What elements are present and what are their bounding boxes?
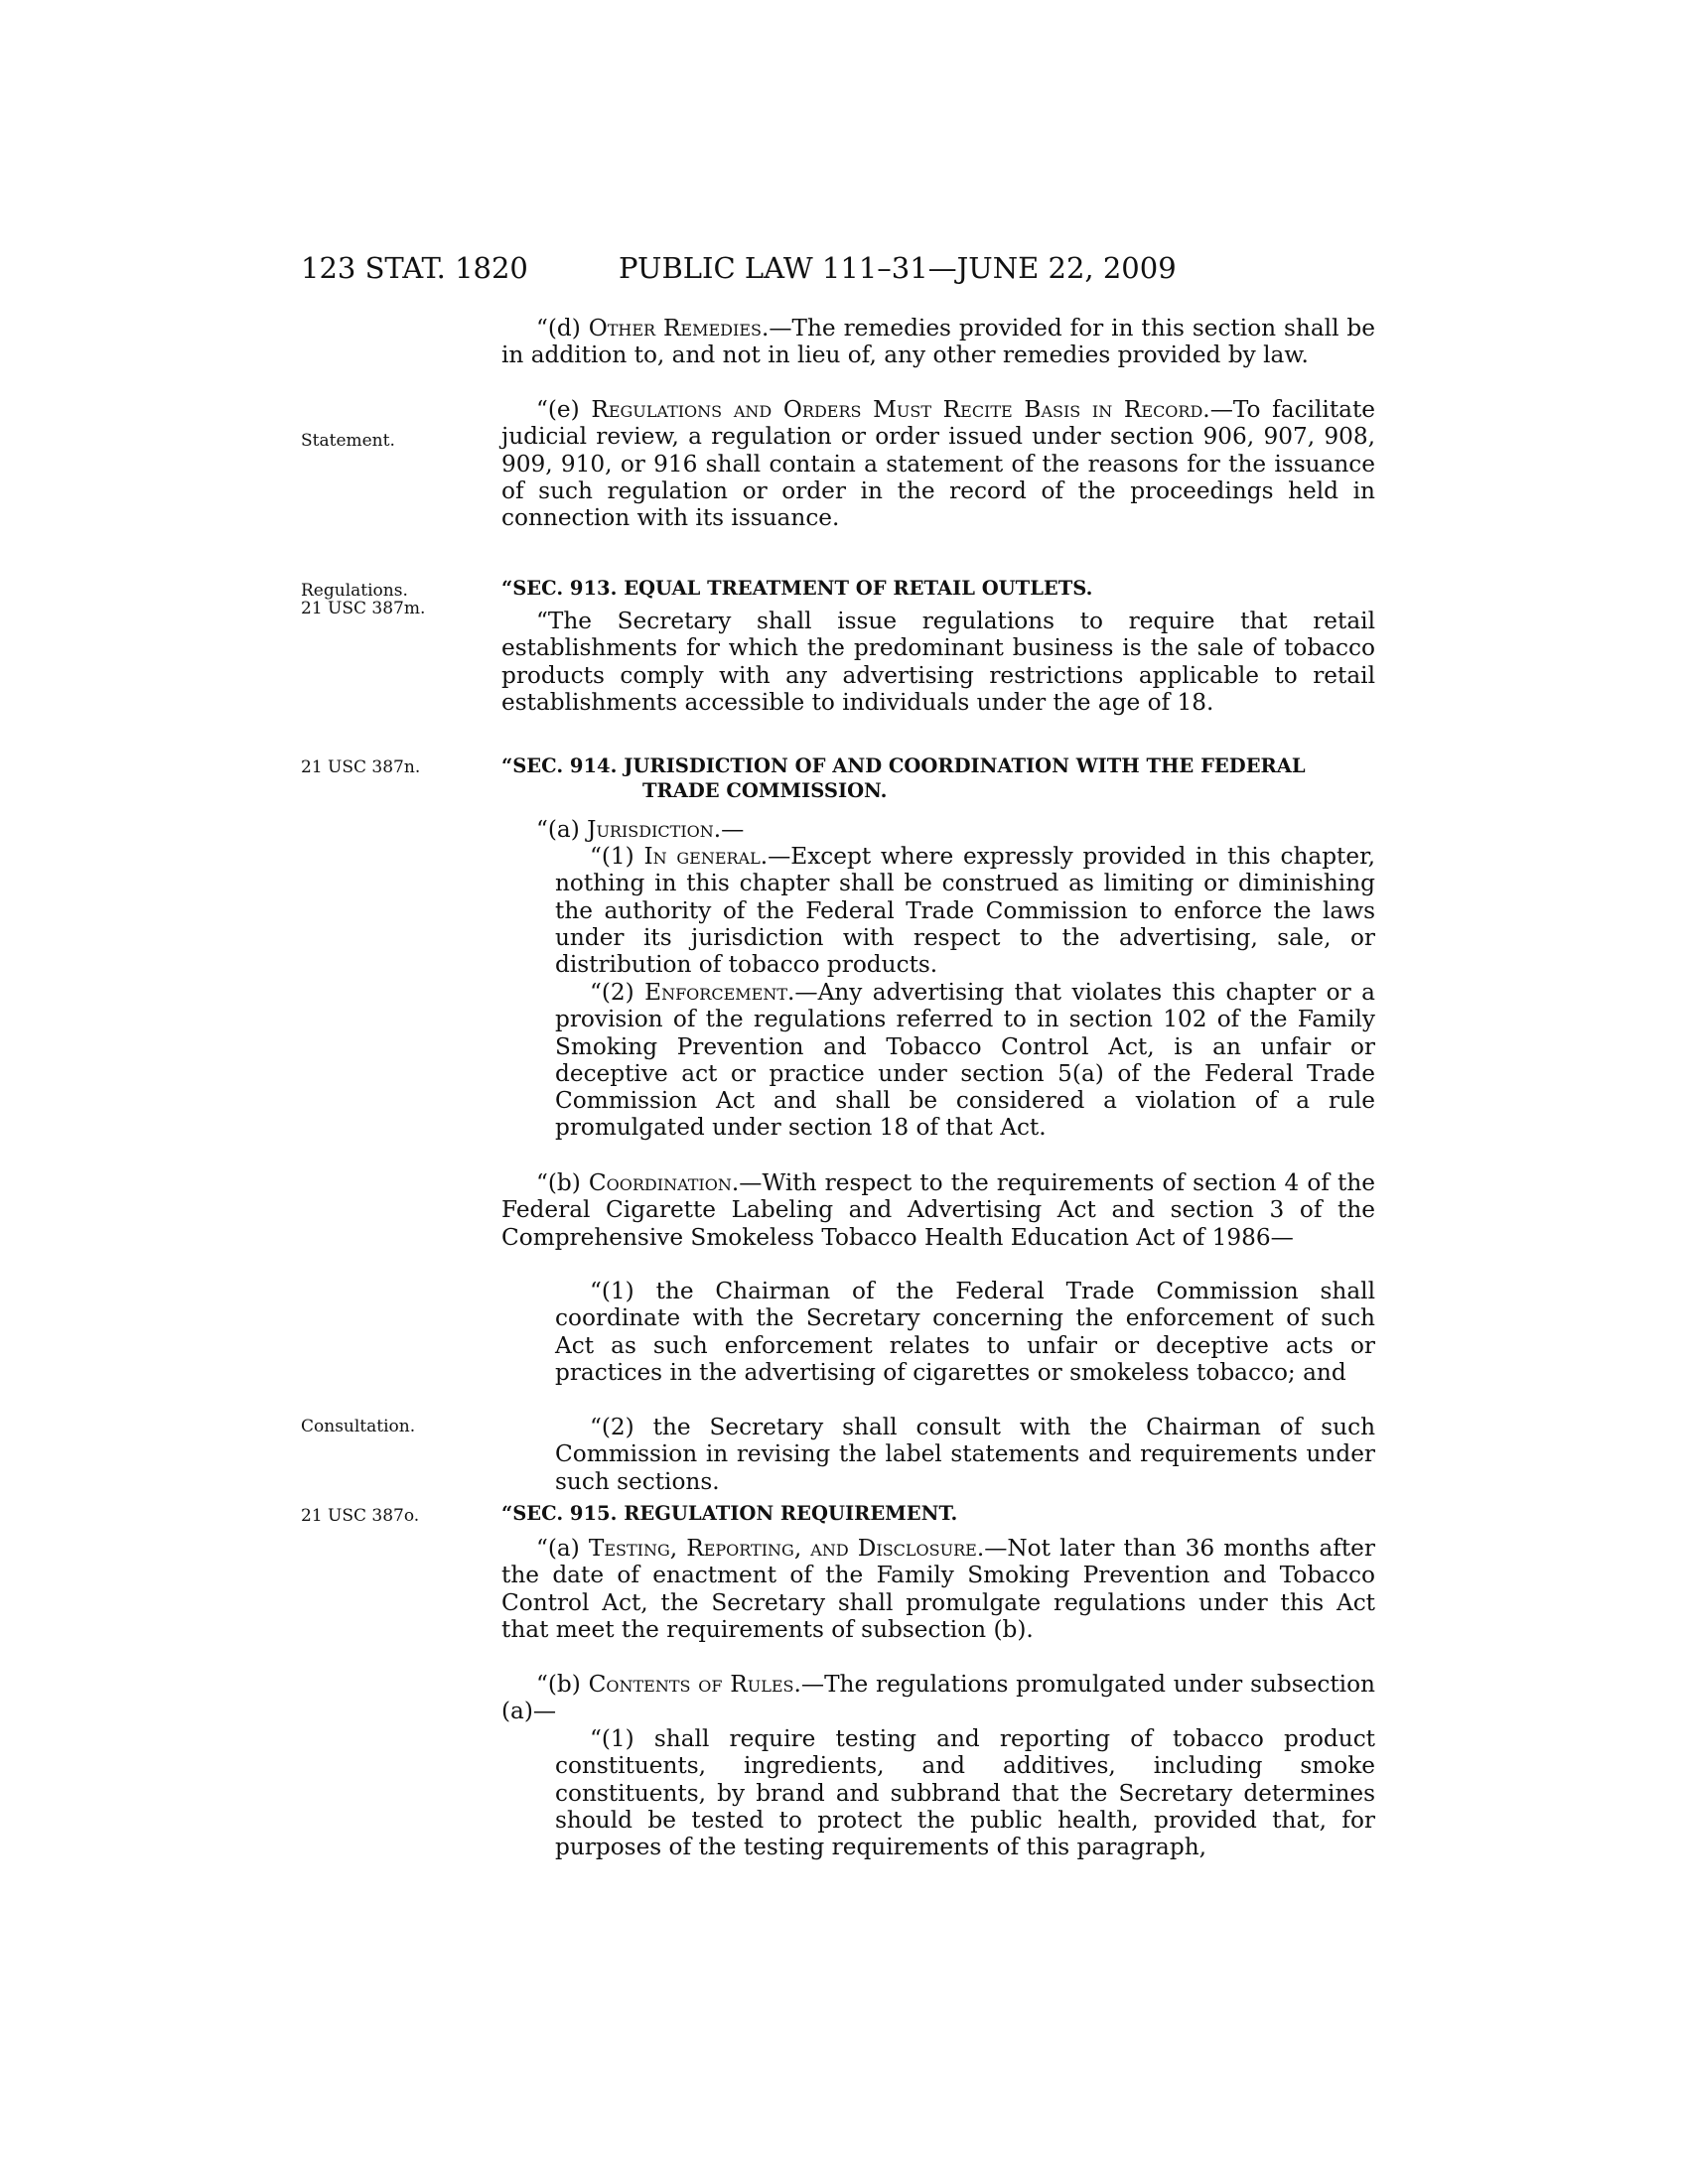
section-914-title-line-1: “SEC. 914. JURISDICTION OF AND COORDINATION WITH THE FEDERAL xyxy=(501,754,1306,777)
paragraph-a1-in-general xyxy=(555,843,1375,978)
subsection-a-dash: — xyxy=(721,816,745,843)
subsection-b-coordination xyxy=(501,1169,1375,1251)
margin-note-statement: Statement. xyxy=(301,431,395,451)
section-915-b-heading: Contents of Rules. xyxy=(588,1671,801,1698)
section-915-subsection-b xyxy=(501,1671,1375,1725)
subsection-b-text: —With respect to the requirements of section 4 of the Federal Cigarette Labeling and Advertising Act and section 3 of the Comprehensive Smokeless Tobacco Health Education Act of 1986— xyxy=(501,1169,1375,1251)
section-914-title xyxy=(501,753,1375,803)
paragraph-b1: “(1) the Chairman of the Federal Trade Commission shall coordinate with the Secretary concerning the enforcement of such Act as such enforcement relates to unfair or deceptive acts or practices in the advertising of cigarettes or smokeless tobacco; and xyxy=(555,1278,1375,1386)
section-915-b-text: —The regulations promulgated under subsection (a)— xyxy=(501,1671,1375,1725)
section-915-a-text: —Not later than 36 months after the date of enactment of the Family Smoking Prevention and Tobacco Control Act, the Secretary shall promulgate regulations under this Act that meet the requirements of subsection (b). xyxy=(501,1535,1375,1643)
subsection-e-heading: Regulations and Orders Must Recite Basis in Record. xyxy=(591,396,1210,423)
section-914-title-line-2: TRADE COMMISSION. xyxy=(642,779,888,802)
section-915-a-heading: Testing, Reporting, and Disclosure. xyxy=(588,1535,985,1562)
paragraph-a1-number: “(1) xyxy=(590,843,644,870)
subsection-e-text: —To facilitate judicial review, a regulation or order issued under section 906, 907, 908, 909, 910, or 916 shall contain a statement of the reasons for the issuance of such regulation or order in the record of the proceedings held in connection with its issuance. xyxy=(501,396,1376,532)
section-913-text: “The Secretary shall issue regulations to require that retail establishments for which the predominant business is the sale of tobacco products comply with any advertising restrictions applicable to retail establishments accessible to individuals under the age of 18. xyxy=(501,608,1375,716)
paragraph-a1-heading: In general. xyxy=(643,843,769,870)
paragraph-b2: “(2) the Secretary shall consult with the Chairman of such Commission in revising the label statements and requirements under such sections. xyxy=(555,1414,1375,1495)
paragraph-a2-number: “(2) xyxy=(590,979,645,1006)
subsection-a-jurisdiction xyxy=(501,816,1375,843)
paragraph-a2-enforcement xyxy=(555,979,1375,1142)
subsection-a-number: “(a) xyxy=(536,816,588,843)
section-915-paragraph-b1: “(1) shall require testing and reporting of tobacco product constituents, ingredients, and additives, including smoke constituents, by brand and subbrand that the Secretary determines should be tested to protect the public health, provided that, for purposes of the testing requirements of this paragraph, xyxy=(555,1725,1375,1861)
section-915-title: “SEC. 915. REGULATION REQUIREMENT. xyxy=(501,1502,958,1525)
section-915-subsection-a xyxy=(501,1535,1375,1643)
section-915-b-number: “(b) xyxy=(536,1671,589,1698)
subsection-d xyxy=(501,315,1375,369)
margin-note-usc-387m: 21 USC 387m. xyxy=(301,599,426,618)
subsection-d-heading: Other Remedies. xyxy=(588,315,770,341)
subsection-e-number: “(e) xyxy=(536,396,592,423)
subsection-d-number: “(d) xyxy=(536,315,589,341)
margin-note-usc-387n: 21 USC 387n. xyxy=(301,757,421,777)
subsection-b-heading: Coordination. xyxy=(588,1169,740,1196)
running-header xyxy=(0,251,1688,291)
section-915-a-number: “(a) xyxy=(536,1535,589,1562)
subsection-a-heading: Jurisdiction. xyxy=(587,816,722,843)
subsection-d-text: —The remedies provided for in this section shall be in addition to, and not in lieu of, any other remedies provided by law. xyxy=(501,315,1375,369)
public-law-title: PUBLIC LAW 111–31—JUNE 22, 2009 xyxy=(619,251,1177,285)
paragraph-a2-text: —Any advertising that violates this chapter or a provision of the regulations referred to in section 102 of the Family Smoking Prevention and Tobacco Control Act, is an unfair or deceptive act or practice under section 5(a) of the Federal Trade Commission Act and shall be considered a violation of a rule promulgated under section 18 of that Act. xyxy=(555,979,1375,1142)
subsection-e xyxy=(501,396,1375,531)
subsection-b-number: “(b) xyxy=(536,1169,589,1196)
paragraph-a1-text: —Except where expressly provided in this chapter, nothing in this chapter shall be construed as limiting or diminishing the authority of the Federal Trade Commission to enforce the laws under its jurisdiction with respect to the advertising, sale, or distribution of tobacco products. xyxy=(555,843,1375,979)
margin-note-consultation: Consultation. xyxy=(301,1417,416,1436)
paragraph-a2-heading: Enforcement. xyxy=(644,979,795,1006)
margin-note-regulations: Regulations. xyxy=(301,581,408,601)
stat-page-number: 123 STAT. 1820 xyxy=(301,251,528,285)
margin-note-usc-387o: 21 USC 387o. xyxy=(301,1506,420,1526)
section-913-title: “SEC. 913. EQUAL TREATMENT OF RETAIL OUTLETS. xyxy=(501,577,1093,600)
